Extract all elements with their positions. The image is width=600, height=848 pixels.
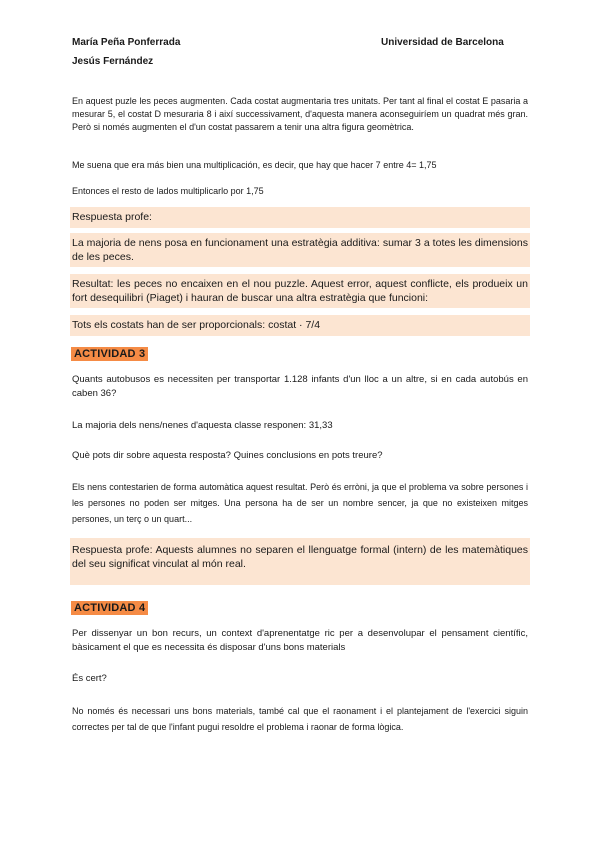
activity-3-question-3: Què pots dir sobre aquesta resposta? Quines conclusions en pots treure? [72, 450, 383, 461]
activity-4-title: ACTIVIDAD 4 [71, 601, 148, 615]
intro-paragraph-2: Me suena que era más bien una multiplicación, es decir, que hay que hacer 7 entre 4= 1,75 [72, 160, 437, 170]
university-name: Universidad de Barcelona [381, 37, 504, 48]
activity-4-answer: No només és necessari uns bons materials, també cal que el raonament i el plantejament de l'exercici siguin correctes per tal de que l'infant pugui resoldre el problema i raonar de forma lògica. [72, 706, 528, 732]
author-name-1: María Peña Ponferrada [72, 37, 181, 48]
profe-paragraph-1: La majoria de nens posa en funcionament una estratègia additiva: sumar 3 a totes les dimensions de les peces. [72, 237, 528, 263]
intro-paragraph-3: Entonces el resto de lados multiplicarlo por 1,75 [72, 186, 264, 196]
activity-3-question-1: Quants autobusos es necessiten per transportar 1.128 infants d'un lloc a un altre, si en cada autobús en caben 36? [72, 374, 528, 399]
profe-paragraph-3: Tots els costats han de ser proporcionals: costat · 7/4 [72, 319, 321, 331]
activity-4-heading [71, 598, 148, 616]
profe-paragraph-3-band [70, 315, 530, 336]
activity-4-question-2: És cert? [72, 673, 107, 684]
activity-3-profe-band [70, 538, 530, 585]
activity-3-profe: Respuesta profe: Aquests alumnes no separen el llenguatge formal (intern) de les matemàtiques del seu significat vinculat al món real. [72, 544, 528, 570]
profe-label: Respuesta profe: [72, 211, 152, 223]
activity-3-question-2: La majoria dels nens/nenes d'aquesta classe responen: 31,33 [72, 420, 333, 431]
activity-3-title: ACTIVIDAD 3 [71, 347, 148, 361]
profe-paragraph-2: Resultat: les peces no encaixen en el nou puzzle. Aquest error, aquest conflicte, els produeix un fort desequilibri (Piaget) i hauran de buscar una altra estratègia que funcioni: [72, 278, 528, 304]
activity-4-question-1: Per dissenyar un bon recurs, un context d'aprenentatge ric per a desenvolupar el pensament científic, bàsicament el que es necessita és disposar d'uns bons materials [72, 628, 528, 653]
activity-3-heading [71, 344, 148, 362]
intro-paragraph-1: En aquest puzle les peces augmenten. Cada costat augmentaria tres unitats. Per tant al final el costat E pasaria a mesurar 5, el costat D mesuraria 8 i així successivament, d'aquesta manera aconseguiríem un quadrat més gran. Però si només augmenten el d'un costat passarem a tenir una altra figura geomètrica. [72, 96, 528, 132]
profe-label-band [70, 207, 530, 228]
author-name-2: Jesús Fernández [72, 56, 154, 67]
activity-3-answer: Els nens contestarien de forma automàtica aquest resultat. Però és erròni, ja que el problema va sobre persones i les persones no poden ser mitges. Una persona ha de ser un nombre sencer, ja que no existeixen mitges persones, un terç o un quart... [72, 482, 528, 524]
profe-paragraph-1-band [70, 233, 530, 267]
profe-paragraph-2-band [70, 274, 530, 308]
